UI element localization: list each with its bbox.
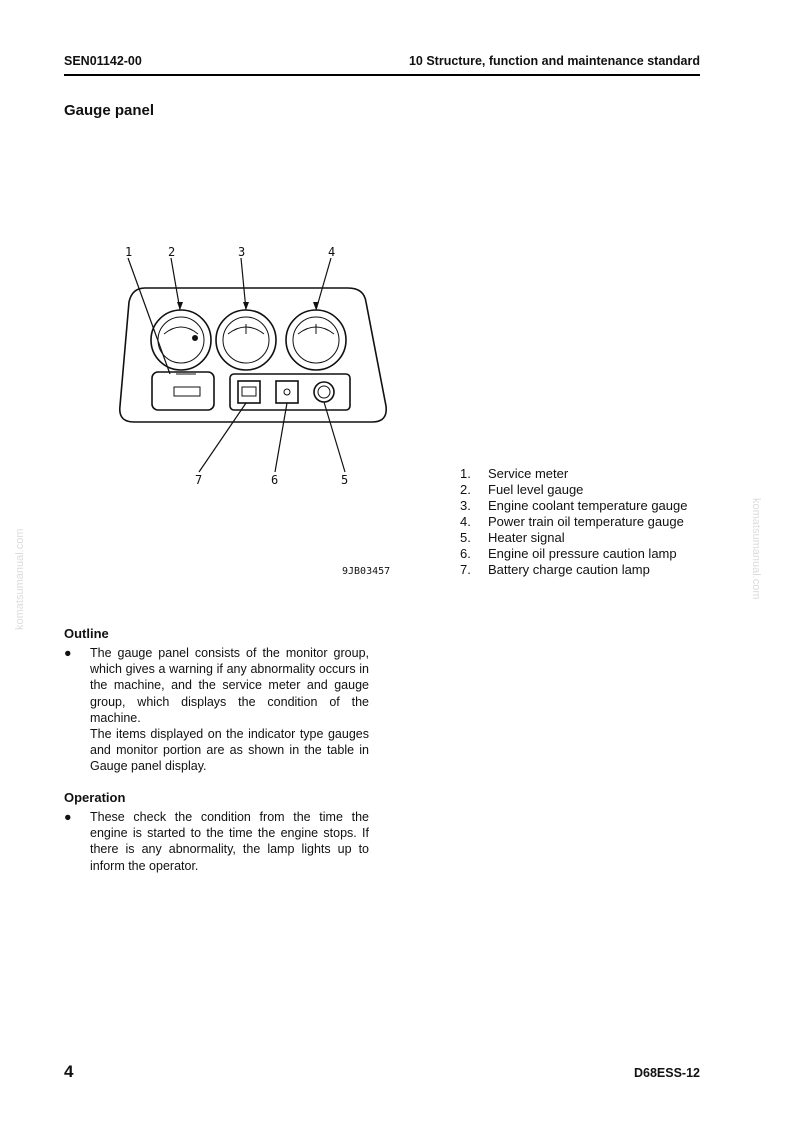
gauge-panel-drawing: [100, 236, 400, 586]
outline-paragraph-1: The gauge panel consists of the monitor group, which gives a warning if any abnormality occurs in the machine, and the service meter and gauge group, which displays the condition of the machine.: [90, 646, 369, 725]
legend-item: 2. Fuel level gauge: [460, 482, 584, 497]
watermark-left: komatsumanual.com: [14, 528, 26, 630]
outline-bullet: [64, 645, 369, 775]
bullet-dot: ●: [64, 810, 72, 824]
callout-2: 2: [168, 245, 176, 259]
legend-item: 6. Engine oil pressure caution lamp: [460, 546, 677, 561]
coolant-temp-gauge: [216, 310, 276, 370]
bullet-dot: ●: [64, 646, 72, 660]
operation-bullet: [64, 809, 369, 874]
legend-item: 3. Engine coolant temperature gauge: [460, 498, 688, 513]
service-meter: [152, 372, 214, 410]
legend-item: 5. Heater signal: [460, 530, 565, 545]
page-number: 4: [64, 1062, 74, 1081]
gauge-panel-figure: [100, 236, 400, 586]
page-title: Gauge panel: [64, 102, 155, 119]
figure-id: 9JB03457: [342, 566, 391, 577]
engine-oil-pressure-lamp: [276, 381, 298, 403]
callout-4: 4: [328, 245, 336, 259]
legend-item: 1. Service meter: [460, 466, 569, 481]
header-rule: [64, 74, 700, 76]
legend-list: [460, 466, 687, 578]
outline-paragraph-2: The items displayed on the indicator type gauges and monitor portion are as shown in the table in Gauge panel display.: [90, 727, 369, 774]
section-title: 10 Structure, function and maintenance standard: [408, 54, 700, 68]
panel-housing: [120, 288, 386, 422]
document-code: SEN01142-00: [64, 54, 142, 68]
legend-item: 4. Power train oil temperature gauge: [460, 514, 684, 529]
fuel-level-gauge: [151, 310, 211, 370]
legend-item: 7. Battery charge caution lamp: [460, 562, 650, 577]
model-code: D68ESS-12: [633, 1066, 700, 1080]
battery-charge-lamp: [238, 381, 260, 403]
callout-1: 1: [125, 245, 133, 259]
callout-5: 5: [341, 473, 349, 487]
callout-6: 6: [271, 473, 279, 487]
watermark-right: komatsumanual.com: [750, 498, 762, 600]
callout-7: 7: [195, 473, 203, 487]
heater-signal-lamp: [314, 382, 334, 402]
callout-3: 3: [238, 245, 246, 259]
power-train-oil-temp-gauge: [286, 310, 346, 370]
outline-heading: Outline: [64, 626, 109, 641]
operation-heading: Operation: [64, 790, 126, 805]
operation-paragraph: These check the condition from the time the engine is started to the time the engine stops. If there is any abnormality, the lamp lights up to inform the operator.: [90, 810, 369, 873]
